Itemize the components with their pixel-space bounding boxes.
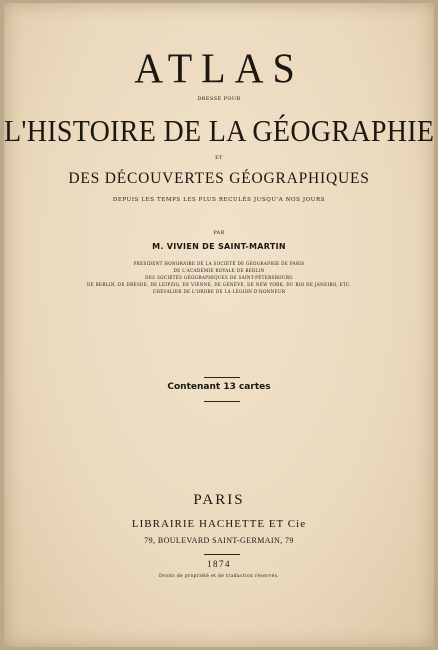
credential-line: CHEVALIER DE L'ORDRE DE LA LÉGION D'HONNEUR (152, 289, 286, 294)
credential-line: PRÉSIDENT HONORAIRE DE LA SOCIÉTÉ DE GÉOGRAPHIE DE PARIS (133, 261, 305, 266)
year: 1874 (207, 559, 231, 569)
et-label: ET (215, 155, 223, 161)
rule-bottom (204, 401, 240, 402)
contents-count: Contenant 13 cartes (167, 382, 271, 392)
rights-notice: Droits de propriété et de traduction réservés. (158, 574, 280, 579)
credential-line: DE BERLIN, DE DRESDE, DE LEIPZIG, DE VIENNE, DE GENÈVE, DE NEW YORK, DU RIO DE JANEIRO, ETC. (86, 282, 352, 287)
credential-line: DES SOCIÉTÉS GÉOGRAPHIQUES DE SAINT-PÉTERSBOURG (145, 275, 293, 280)
depuis-line: DEPUIS LES TEMPS LES PLUS RECULÉS JUSQU'A NOS JOURS (112, 197, 326, 203)
author-name: M. VIVIEN DE SAINT-MARTIN (152, 242, 286, 251)
publisher-address: 79, BOULEVARD SAINT-GERMAIN, 79 (144, 536, 294, 545)
title-page (4, 3, 434, 647)
atlas-title: ATLAS (134, 44, 304, 93)
credential-line: DE L'ACADÉMIE ROYALE DE BERLIN (173, 268, 265, 273)
rule-top (204, 377, 240, 378)
subtitle: DES DÉCOUVERTES GÉOGRAPHIQUES (68, 170, 370, 187)
city: PARIS (193, 492, 245, 508)
rule-year (204, 554, 240, 555)
publisher: LIBRAIRIE HACHETTE ET Cie (131, 518, 307, 530)
main-title: L'HISTOIRE DE LA GÉOGRAPHIE (4, 114, 435, 149)
par-label: PAR (213, 230, 225, 236)
dresse-pour: DRESSÉ POUR (197, 96, 241, 102)
